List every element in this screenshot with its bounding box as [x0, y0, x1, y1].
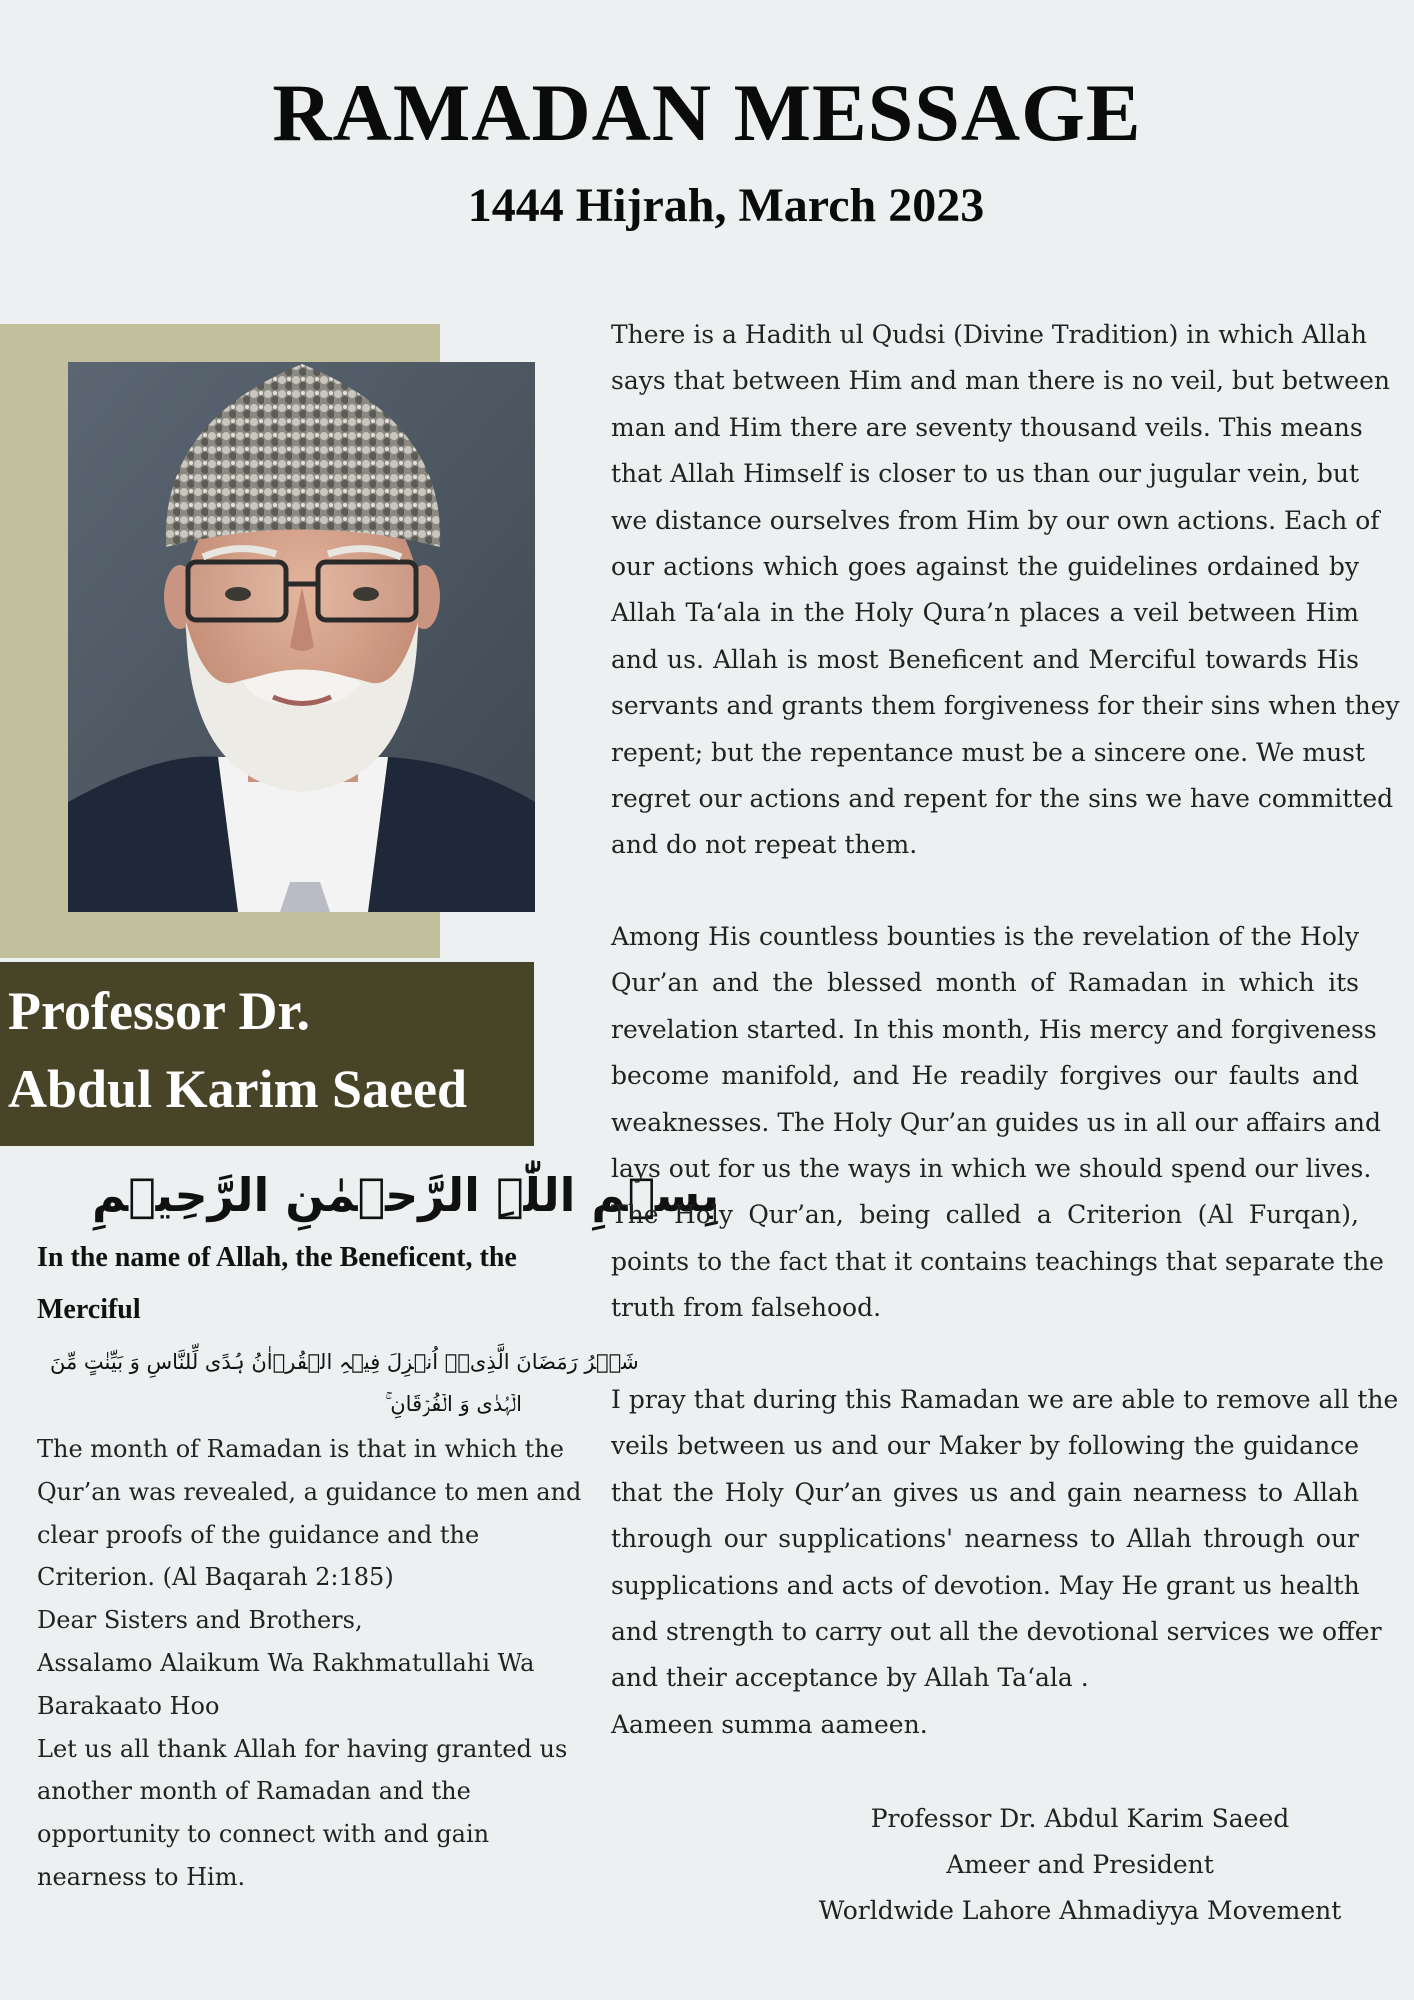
bismillah-arabic: بِسۡمِ اللّٰہِ الرَّحۡمٰنِ الرَّحِیۡمِ	[92, 1168, 720, 1222]
name-banner	[0, 962, 534, 1146]
left-text-line: Dear Sisters and Brothers,	[37, 1606, 363, 1635]
paragraph-line: that Allah Himself is closer to us than our jugular vein, but	[611, 459, 1359, 489]
paragraph-line: supplications and acts of devotion. May He grant us health	[611, 1570, 1360, 1600]
paragraph-line: points to the fact that it contains teachings that separate the	[611, 1246, 1384, 1276]
left-body-text	[37, 1428, 582, 1899]
verse-arabic-line1: شَہۡرُ رَمَضَانَ الَّذِیۡۤ اُنۡزِلَ فِیۡہِ الۡقُرۡاٰنُ ہُدًی لِّلنَّاسِ وَ بَیِّنٰتٍ مِّنَ	[50, 1350, 639, 1374]
paragraph-line: veils between us and our Maker by following the guidance	[611, 1431, 1359, 1461]
paragraph-line: Qur’an and the blessed month of Ramadan in which its	[611, 968, 1359, 998]
paragraph-line: says that between Him and man there is no veil, but between	[611, 366, 1390, 396]
paragraph-3	[611, 1377, 1399, 1748]
left-text-line: opportunity to connect with and gain	[37, 1820, 490, 1849]
signature-role: Ameer and President	[946, 1850, 1214, 1879]
left-text-line: another month of Ramadan and the	[37, 1777, 471, 1806]
paragraph-1	[611, 312, 1400, 869]
paragraph-line: our actions which goes against the guidelines ordained by	[611, 551, 1359, 581]
paragraph-line: revelation started. In this month, His mercy and forgiveness	[611, 1014, 1377, 1044]
paragraph-line: I pray that during this Ramadan we are able to remove all the	[611, 1385, 1399, 1414]
author-name-line1: Professor Dr.	[8, 981, 310, 1041]
signature-name: Professor Dr. Abdul Karim Saeed	[870, 1804, 1290, 1833]
portrait-photo	[68, 362, 535, 912]
page-title: RAMADAN MESSAGE	[272, 67, 1142, 158]
paragraph-line: we distance ourselves from Him by our own actions. Each of	[611, 505, 1380, 535]
paragraph-line: servants and grants them forgiveness for their sins when they	[611, 691, 1400, 721]
paragraph-line: man and Him there are seventy thousand veils. This means	[611, 412, 1363, 442]
left-text-line: clear proofs of the guidance and the	[37, 1520, 480, 1549]
page-subtitle: 1444 Hijrah, March 2023	[467, 179, 985, 232]
bismillah-translation-line1: In the name of Allah, the Beneficent, the	[37, 1242, 517, 1273]
paragraph-2	[611, 914, 1384, 1332]
paragraph-line: that the Holy Qur’an gives us and gain nearness to Allah	[611, 1477, 1359, 1507]
paragraph-line: Among His countless bounties is the revelation of the Holy	[611, 922, 1359, 951]
left-text-line: nearness to Him.	[37, 1862, 246, 1891]
paragraph-line: through our supplications' nearness to Allah through our	[611, 1524, 1359, 1554]
signature-block	[760, 1796, 1400, 1934]
paragraph-line: and strength to carry out all the devotional services we offer	[611, 1616, 1382, 1646]
paragraph-line: There is a Hadith ul Qudsi (Divine Tradition) in which Allah	[611, 320, 1367, 349]
paragraph-line: become manifold, and He readily forgives our faults and	[611, 1061, 1359, 1091]
paragraph-line: truth from falsehood.	[611, 1293, 882, 1323]
paragraph-line: Allah Ta‘ala in the Holy Qura’n places a veil between Him	[611, 598, 1359, 628]
left-text-line: Qur’an was revealed, a guidance to men and	[37, 1477, 582, 1506]
bismillah-translation-line2: Merciful	[37, 1294, 141, 1325]
left-text-line: Barakaato Hoo	[37, 1691, 220, 1720]
paragraph-line: lays out for us the ways in which we should spend our lives.	[611, 1153, 1372, 1183]
author-name-line2: Abdul Karim Saeed	[8, 1059, 468, 1119]
paragraph-line: weaknesses. The Holy Qur’an guides us in all our affairs and	[611, 1107, 1381, 1137]
paragraph-line: Aameen summa aameen.	[611, 1709, 928, 1739]
left-text-line: Criterion. (Al Baqarah 2:185)	[37, 1563, 394, 1592]
paragraph-line: and their acceptance by Allah Ta‘ala .	[611, 1663, 1089, 1693]
paragraph-line: repent; but the repentance must be a sincere one. We must	[611, 737, 1366, 767]
paragraph-line: and us. Allah is most Beneficent and Merciful towards His	[611, 644, 1359, 674]
left-text-line: The month of Ramadan is that in which the	[37, 1435, 564, 1463]
left-text-line: Assalamo Alaikum Wa Rakhmatullahi Wa	[37, 1648, 535, 1677]
verse-arabic-line2: الۡہُدٰی وَ الۡفُرۡقَانِ ۚ	[385, 1392, 523, 1416]
paragraph-line: The Holy Qur’an, being called a Criterion (Al Furqan),	[611, 1200, 1359, 1230]
paragraph-line: regret our actions and repent for the sins we have committed	[611, 783, 1394, 813]
left-text-line: Let us all thank Allah for having granted us	[37, 1734, 568, 1763]
signature-org: Worldwide Lahore Ahmadiyya Movement	[818, 1896, 1342, 1925]
paragraph-line: and do not repeat them.	[611, 830, 918, 860]
